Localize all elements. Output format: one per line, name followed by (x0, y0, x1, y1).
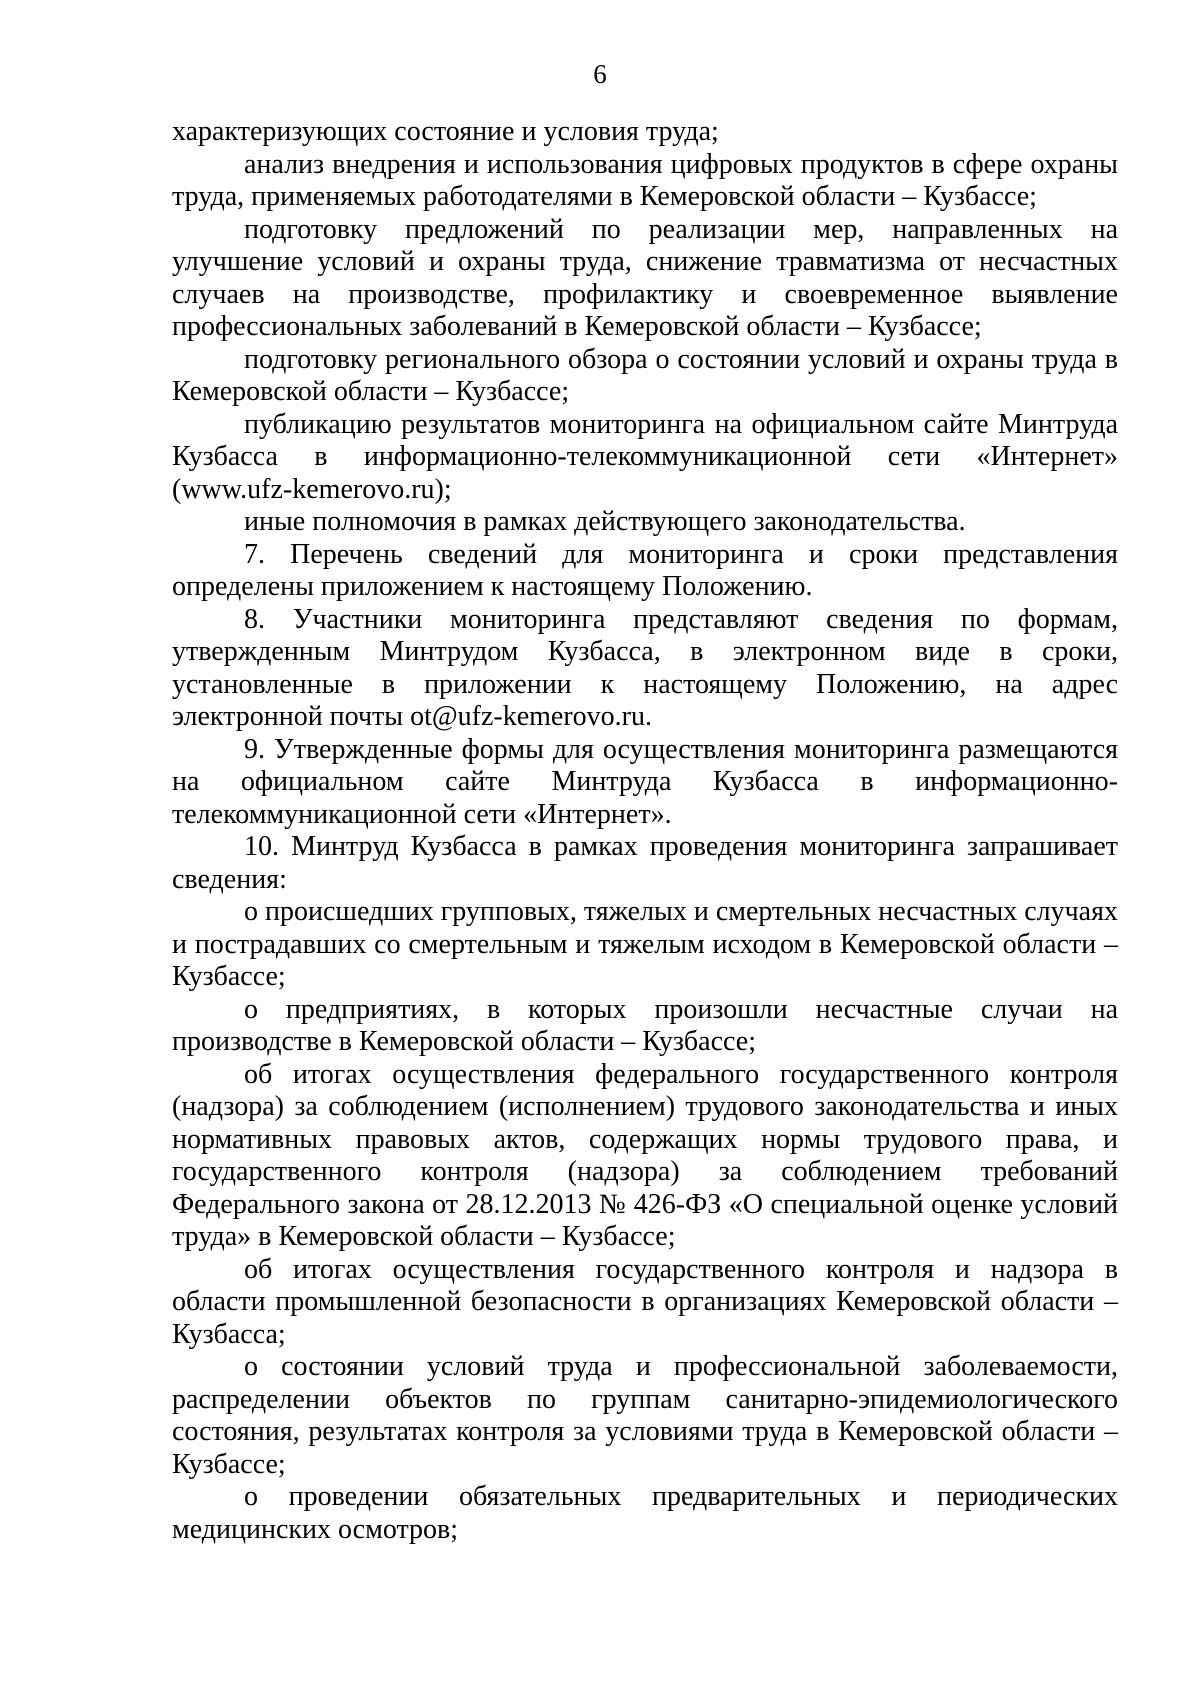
numbered-paragraph: 7. Перечень сведений для мониторинга и сроки представления определены приложением к настоящему Положению. (172, 538, 1118, 602)
list-item: об итогах осуществления государственного контроля и надзора в области промышленной безопасности в организациях Кемеровской области – Кузбасса; (172, 1253, 1118, 1350)
list-item: о предприятиях, в которых произошли несчастные случаи на производстве в Кемеровской области – Кузбассе; (172, 993, 1118, 1057)
numbered-paragraph: 10. Минтруд Кузбасса в рамках проведения мониторинга запрашивает сведения: (172, 831, 1118, 895)
paragraph: иные полномочия в рамках действующего законодательства. (244, 506, 966, 537)
paragraph: анализ внедрения и использования цифровых продуктов в сфере охраны труда, применяемых работодателями в Кемеровской области – Кузбассе; (172, 148, 1118, 212)
numbered-paragraph: 8. Участники мониторинга представляют сведения по формам, утвержденным Минтрудом Кузбасса, в электронном виде в сроки, установленные в приложении к настоящему Положению, на адрес электронной почты ot@ufz-kemerovo.ru. (172, 603, 1118, 732)
document-body (172, 116, 1118, 1546)
page-number: 6 (593, 59, 607, 89)
paragraph: подготовку предложений по реализации мер, направленных на улучшение условий и охраны труда, снижение травматизма от несчастных случаев на производстве, профилактику и своевременное выявление профессиональных заболеваний в Кемеровской области – Кузбассе; (172, 213, 1118, 342)
paragraph: характеризующих состояние и условия труда; (172, 116, 719, 147)
list-item: о происшедших групповых, тяжелых и смертельных несчастных случаях и пострадавших со смертельным и тяжелым исходом в Кемеровской области – Кузбассе; (172, 896, 1118, 992)
paragraph: публикацию результатов мониторинга на официальном сайте Минтруда Кузбасса в информационно-телекоммуникационной сети «Интернет» (www.ufz-kemerovo.ru); (172, 408, 1118, 505)
paragraph: подготовку регионального обзора о состоянии условий и охраны труда в Кемеровской области – Кузбассе; (172, 343, 1118, 407)
numbered-paragraph: 9. Утвержденные формы для осуществления мониторинга размещаются на официальном сайте Минтруда Кузбасса в информационно-телекоммуникационной сети «Интернет». (172, 733, 1118, 830)
list-item: о состоянии условий труда и профессиональной заболеваемости, распределении объектов по группам санитарно-эпидемиологического состояния, результатах контроля за условиями труда в Кемеровской области – Кузбассе; (172, 1351, 1118, 1480)
list-item: об итогах осуществления федерального государственного контроля (надзора) за соблюдением (исполнением) трудового законодательства и иных нормативных правовых актов, содержащих нормы трудового права, и государственного контроля (надзора) за соблюдением требований Федерального закона от 28.12.2013 № 426-ФЗ «О специальной оценке условий труда» в Кемеровской области – Кузбассе; (172, 1058, 1118, 1252)
list-item: о проведении обязательных предварительных и периодических медицинских осмотров; (172, 1481, 1118, 1545)
